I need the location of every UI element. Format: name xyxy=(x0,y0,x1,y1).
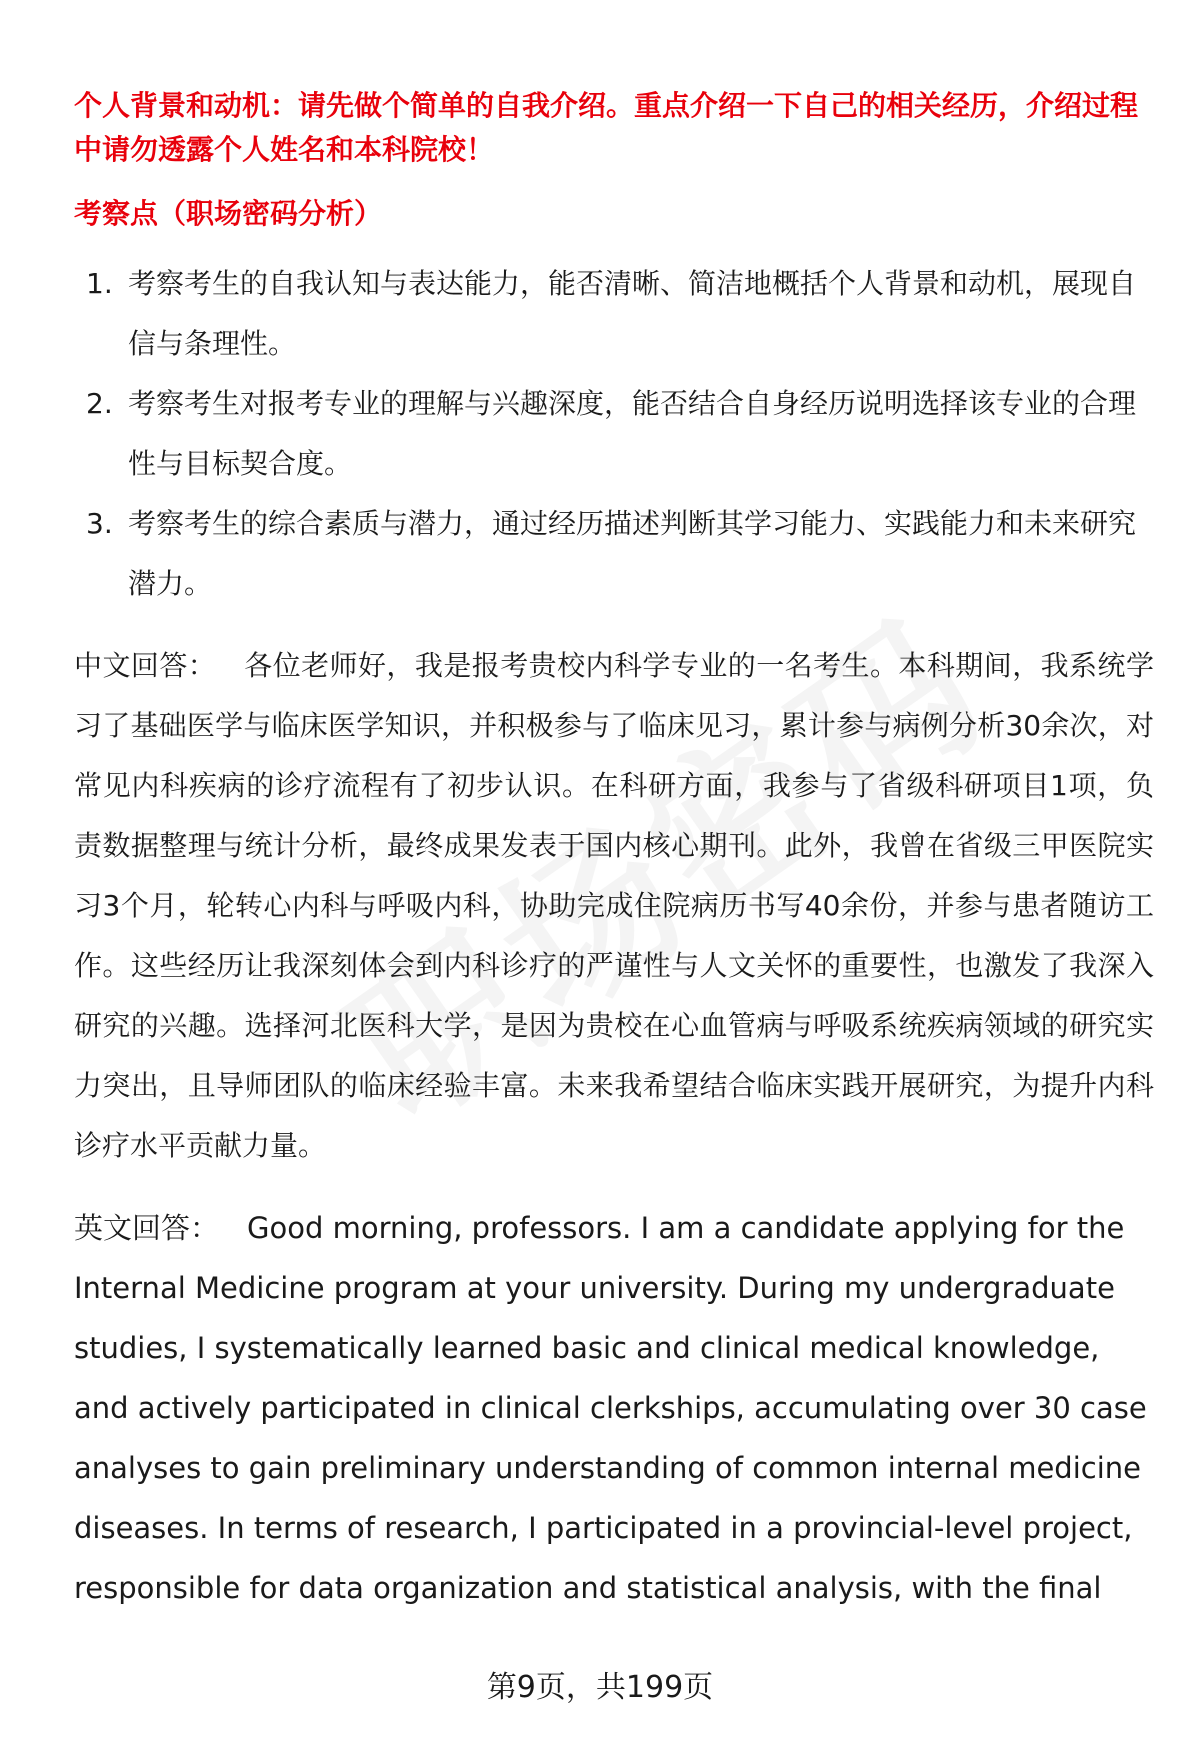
english-answer-text: Good morning, professors. I am a candidate applying for the Internal Medicine program at your university. During my undergraduate studies, I systematically learned basic and clinical medical knowledge, and actively participated in clinical clerkships, accumulating over 30 case analyses to gain preliminary understanding of common internal medicine diseases. In terms of research, I participated in a provincial-level project, responsible for data organization and statistical analysis, with the final xyxy=(74,1211,1147,1605)
list-item-number: 1. xyxy=(86,267,113,300)
chinese-answer-text: 各位老师好，我是报考贵校内科学专业的一名考生。本科期间，我系统学习了基础医学与临床医学知识，并积极参与了临床见习，累计参与病例分析30余次，对常见内科疾病的诊疗流程有了初步认识。在科研方面，我参与了省级科研项目1项，负责数据整理与统计分析，最终成果发表于国内核心期刊。此外，我曾在省级三甲医院实习3个月，轮转心内科与呼吸内科，协助完成住院病历书写40余份，并参与患者随访工作。这些经历让我深刻体会到内科诊疗的严谨性与人文关怀的重要性，也激发了我深入研究的兴趣。选择河北医科大学，是因为贵校在心血管病与呼吸系统疾病领域的研究实力突出，且导师团队的临床经验丰富。未来我希望结合临床实践开展研究，为提升内科诊疗水平贡献力量。 xyxy=(74,649,1154,1162)
english-answer-label: 英文回答： xyxy=(74,1211,220,1245)
list-item-number: 3. xyxy=(86,507,113,540)
question-heading: 个人背景和动机：请先做个简单的自我介绍。重点介绍一下自己的相关经历，介绍过程中请勿透露个人姓名和本科院校！ xyxy=(74,89,1139,166)
list-item-text: 考察考生对报考专业的理解与兴趣深度，能否结合自身经历说明选择该专业的合理性与目标契合度。 xyxy=(128,387,1137,480)
english-answer xyxy=(74,1198,1154,1618)
list-item-number: 2. xyxy=(86,387,113,420)
list-item-text: 考察考生的综合素质与潜力，通过经历描述判断其学习能力、实践能力和未来研究潜力。 xyxy=(128,507,1137,600)
chinese-answer xyxy=(74,636,1154,1176)
page-content xyxy=(74,84,1154,1618)
list-item-text: 考察考生的自我认知与表达能力，能否清晰、简洁地概括个人背景和动机，展现自信与条理性。 xyxy=(128,267,1137,360)
list-item xyxy=(74,494,1154,614)
list-item xyxy=(74,254,1154,374)
assessment-points-list xyxy=(74,254,1154,614)
list-item xyxy=(74,374,1154,494)
section-title: 考察点（职场密码分析） xyxy=(74,197,383,230)
page-number-footer: 第9页，共199页 xyxy=(486,1670,714,1705)
chinese-answer-label: 中文回答： xyxy=(74,649,217,682)
